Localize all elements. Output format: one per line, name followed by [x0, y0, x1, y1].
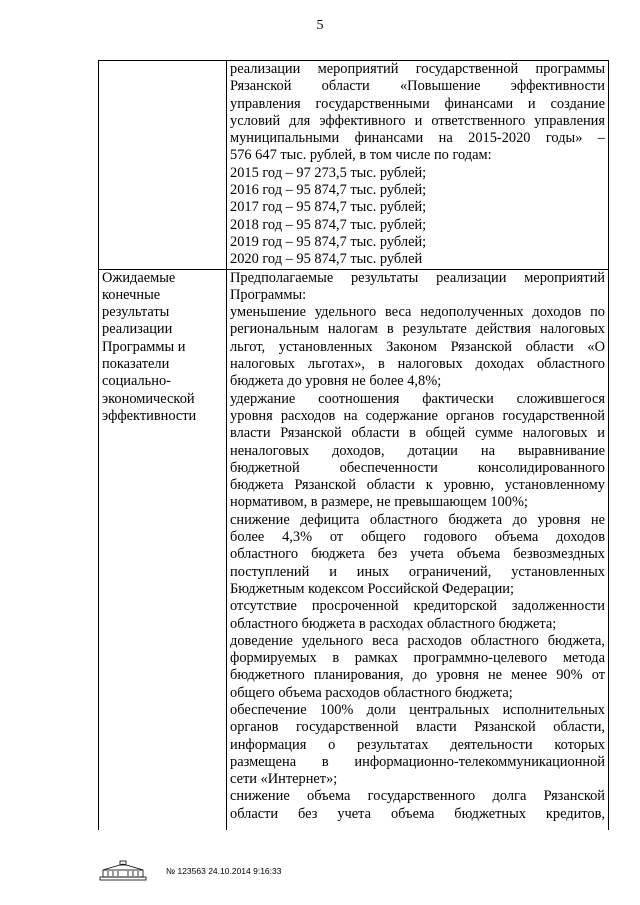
text-line: 2016 год – 95 874,7 тыс. рублей;	[230, 182, 427, 199]
text-line: региональным налогам в результате действия налоговых	[230, 321, 605, 338]
text-line: более 4,3% от общего годового объема доходов	[230, 529, 605, 546]
text-line: нормативом, в размере, не превышающем 100%;	[230, 494, 528, 511]
text-line: эффективности	[102, 407, 197, 424]
text-line: Ожидаемые	[102, 269, 176, 286]
text-line: уровня расходов на содержание органов государственной	[230, 407, 605, 424]
text-line: 576 647 тыс. рублей, в том числе по годам:	[230, 147, 492, 164]
text-line: поступлений и иных ограничений, установленных	[230, 563, 605, 580]
text-line: управления государственными финансами и создание	[230, 95, 605, 112]
text-line: социально-	[102, 373, 171, 390]
text-line: снижение дефицита областного бюджета до уровня не	[230, 511, 605, 528]
row-label-expected-results	[99, 269, 227, 830]
text-line: результаты	[102, 304, 170, 321]
text-line: экономической	[102, 390, 195, 407]
text-line: бюджетного планирования, до уровня не менее 90% от	[230, 667, 605, 684]
text-line: областного бюджета в расходах областного бюджета;	[230, 615, 557, 632]
text-line: реализации мероприятий государственной программы	[230, 61, 605, 77]
expected-results-text-cell	[227, 269, 609, 830]
footer	[98, 860, 281, 882]
text-line: Рязанской области «Повышение эффективности	[230, 78, 605, 95]
text-line: Программы и	[102, 338, 186, 355]
text-line: размещена в информационно-телекоммуникационной	[230, 753, 605, 770]
text-line: отсутствие просроченной кредиторской задолженности	[230, 598, 605, 615]
text-line: 2017 год – 95 874,7 тыс. рублей;	[230, 199, 427, 216]
text-line: неналоговых доходов, дотации на выравнивание	[230, 442, 605, 459]
text-line: бюджетной обеспеченности консолидированного	[230, 459, 605, 476]
text-line: снижение объема государственного долга Рязанской	[230, 788, 605, 805]
text-line: доведение удельного веса расходов областного бюджета,	[230, 632, 605, 649]
table-cell-empty	[99, 61, 227, 270]
text-line: муниципальными финансами на 2015-2020 годы» –	[230, 130, 605, 147]
text-line: областного бюджета без учета объема безвозмездных	[230, 546, 605, 563]
text-line: 2020 год – 95 874,7 тыс. рублей	[230, 251, 423, 268]
text-line: власти Рязанской области в общей сумме налоговых и	[230, 425, 605, 442]
text-line: уменьшение удельного веса недополученных доходов по	[230, 304, 605, 321]
table-row	[99, 269, 609, 830]
text-line: 2019 год – 95 874,7 тыс. рублей;	[230, 233, 427, 250]
text-line: информация о результатах деятельности которых	[230, 736, 605, 753]
government-building-logo-icon	[98, 860, 148, 882]
text-line: бюджета Рязанской области к уровню, установленному	[230, 477, 605, 494]
text-line: бюджета до уровня не более 4,8%;	[230, 373, 442, 390]
text-line: формируемых в рамках программно-целевого метода	[230, 650, 605, 667]
text-line: Программы:	[230, 286, 307, 303]
text-line: конечные	[102, 286, 161, 303]
text-line: налоговых льготах», в налоговых доходах областного	[230, 356, 605, 373]
text-line: реализации	[102, 321, 173, 338]
text-line: 2015 год – 97 273,5 тыс. рублей;	[230, 164, 427, 181]
text-line: 2018 год – 95 874,7 тыс. рублей;	[230, 216, 427, 233]
text-line: области без учета объема бюджетных кредитов,	[230, 805, 605, 822]
text-line: органов государственной власти Рязанской области,	[230, 719, 605, 736]
text-line: сети «Интернет»;	[230, 771, 338, 788]
text-line: показатели	[102, 356, 170, 373]
text-line: общего объема расходов областного бюджета;	[230, 684, 513, 701]
page-number: 5	[316, 18, 324, 33]
document-stamp: № 123563 24.10.2014 9:16:33	[166, 866, 282, 876]
passport-table	[98, 60, 609, 830]
table-row	[99, 61, 609, 270]
text-line: Бюджетным кодексом Российской Федерации;	[230, 580, 514, 597]
text-line: льгот, установленных Законом Рязанской области «О	[230, 338, 605, 355]
text-line: удержание соотношения фактически сложившегося	[230, 390, 605, 407]
text-line: Предполагаемые результаты реализации мероприятий	[230, 269, 605, 286]
text-line: условий для эффективного и ответственного управления	[230, 112, 605, 129]
funding-text-cell	[227, 61, 609, 270]
text-line: обеспечение 100% доли центральных исполнительных	[230, 701, 605, 718]
